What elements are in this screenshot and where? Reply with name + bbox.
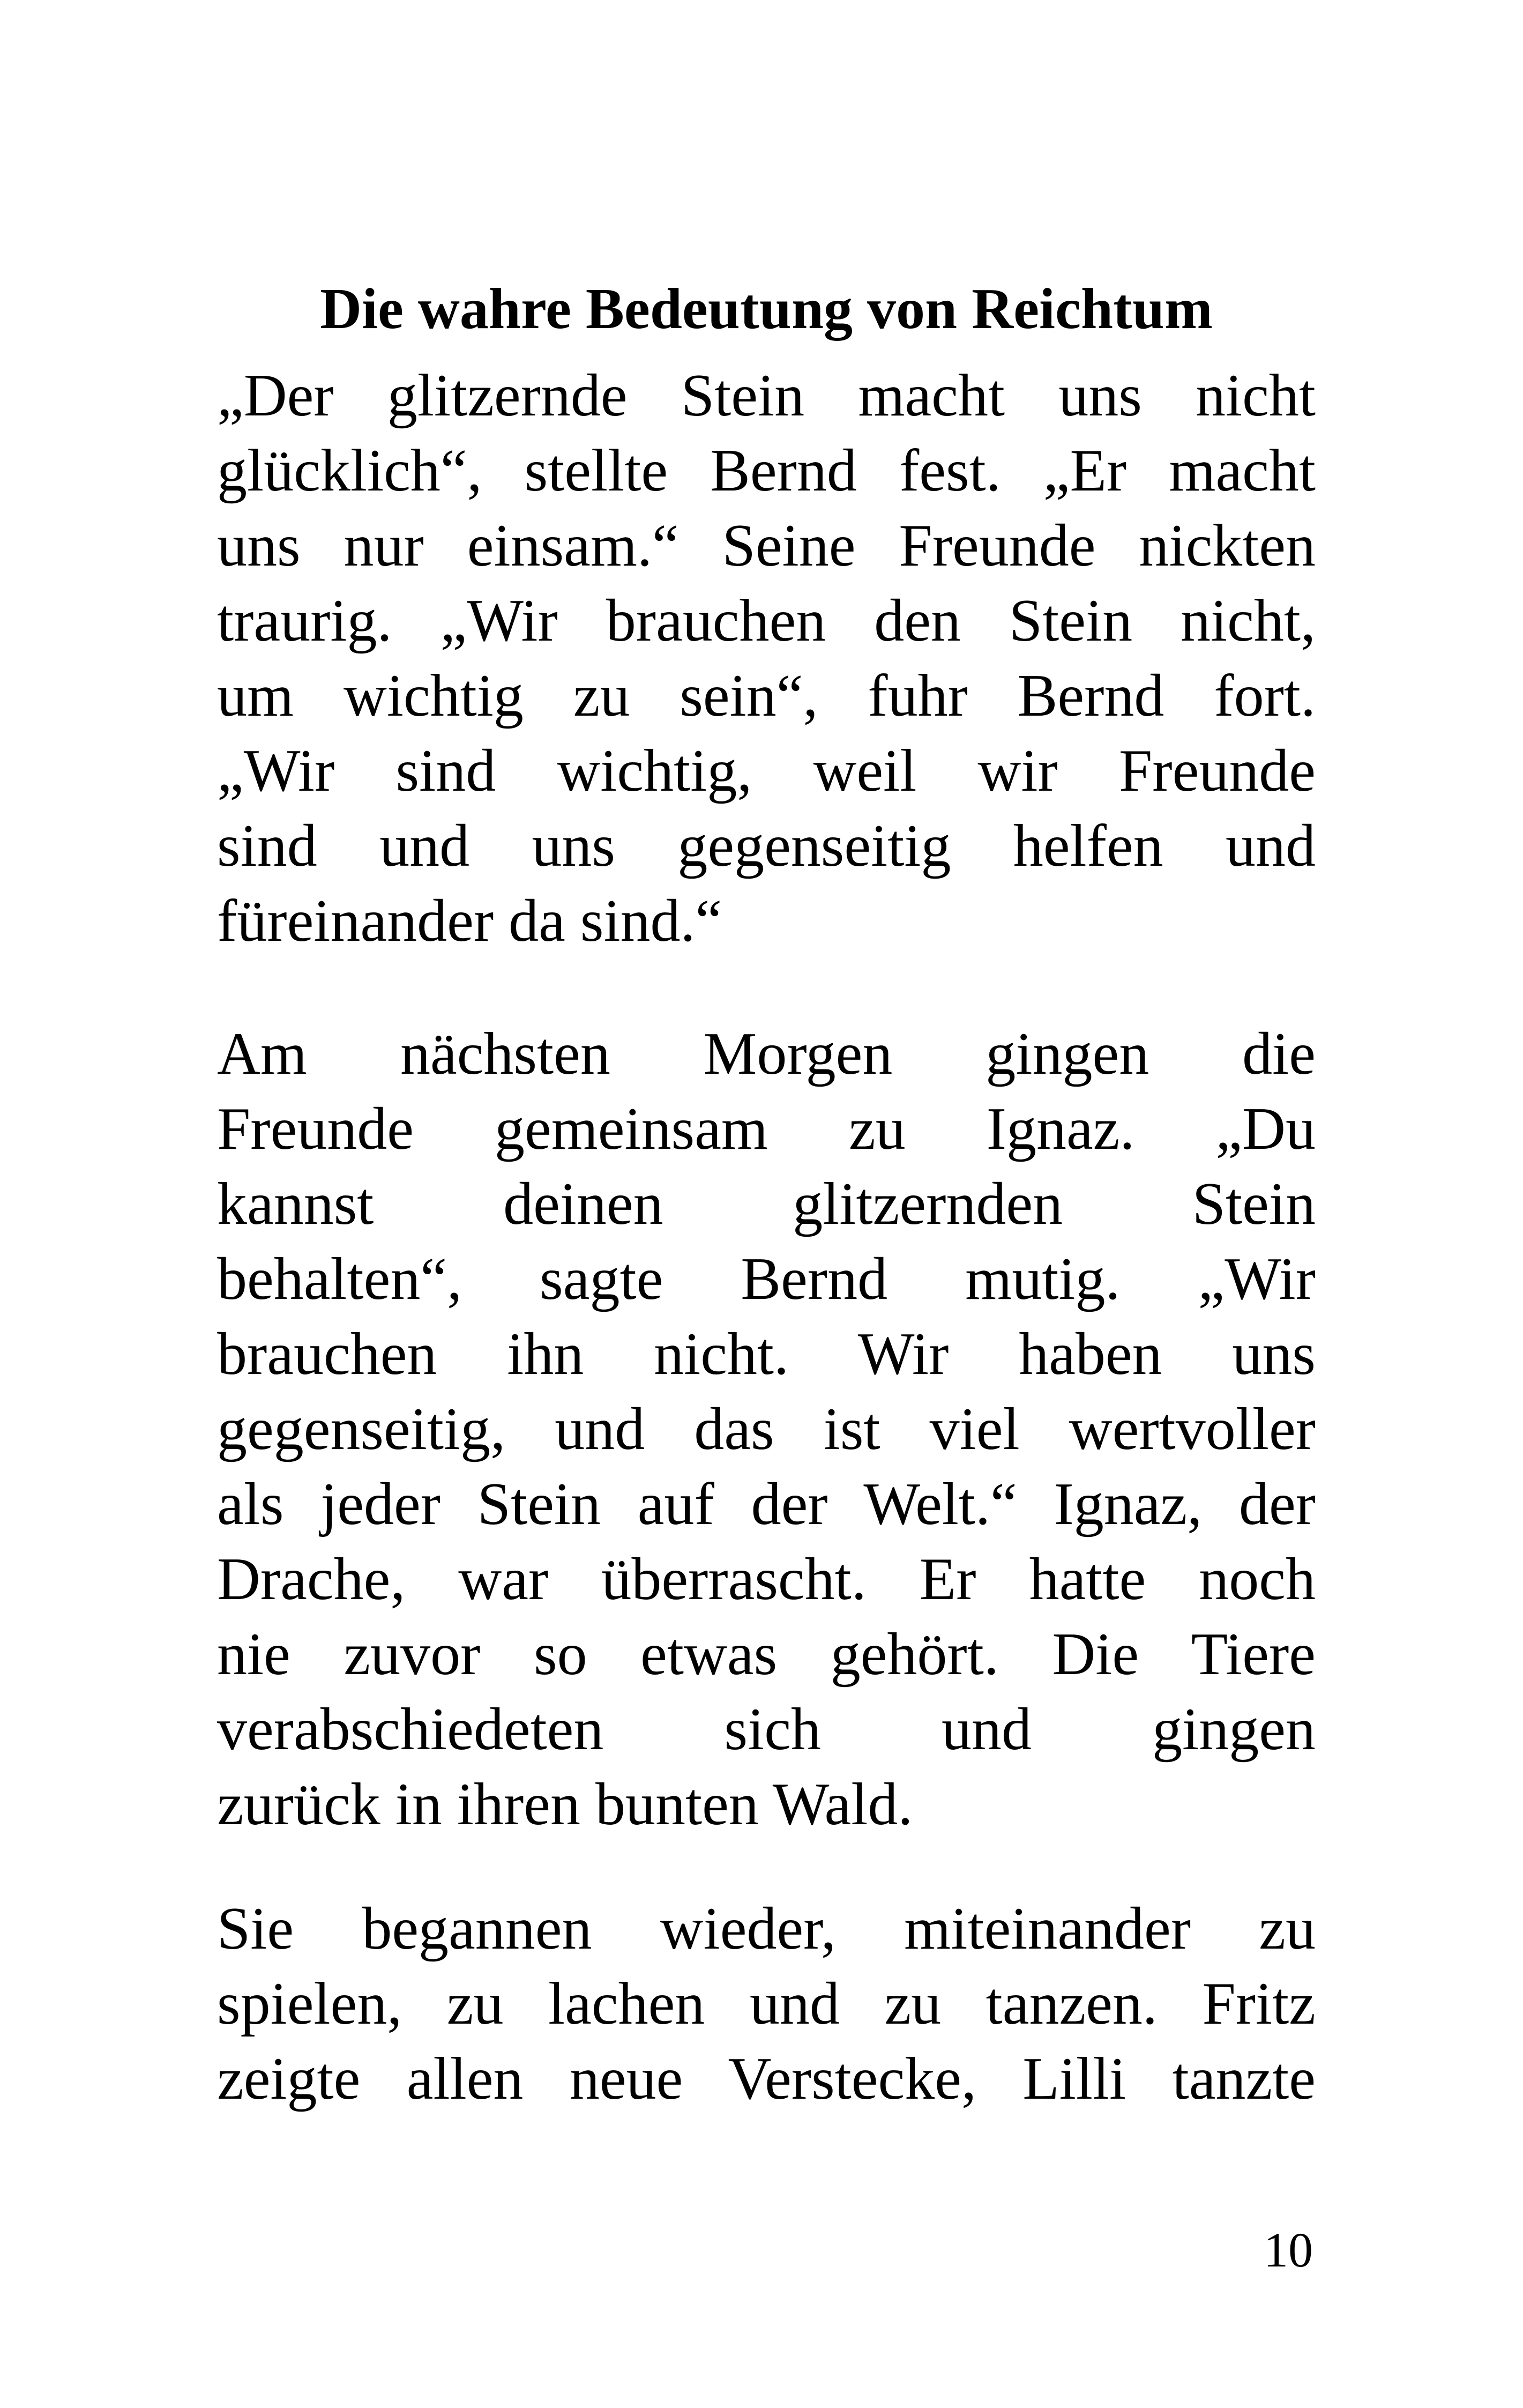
text-line: spielen, zu lachen und zu tanzen. Fritz [217, 1971, 1316, 2037]
text-line: füreinander da sind.“ [217, 888, 722, 954]
text-line: sind und uns gegenseitig helfen und [217, 813, 1316, 879]
text-line: Freunde gemeinsam zu Ignaz. „Du [217, 1096, 1316, 1162]
text-line: verabschiedeten sich und gingen [217, 1696, 1316, 1763]
text-line: zurück in ihren bunten Wald. [217, 1771, 913, 1838]
text-line: gegenseitig, und das ist viel wertvoller [217, 1396, 1316, 1462]
text-line: als jeder Stein auf der Welt.“ Ignaz, der [217, 1471, 1316, 1537]
text-line: um wichtig zu sein“, fuhr Bernd fort. [217, 663, 1316, 729]
text-line: behalten“, sagte Bernd mutig. „Wir [217, 1246, 1316, 1312]
text-line: Am nächsten Morgen gingen die [217, 1021, 1316, 1087]
page-number: 10 [1264, 2223, 1313, 2277]
text-line: nie zuvor so etwas gehört. Die Tiere [217, 1621, 1316, 1688]
text-line: brauchen ihn nicht. Wir haben uns [217, 1321, 1316, 1387]
text-line: „Wir sind wichtig, weil wir Freunde [217, 738, 1316, 804]
text-line: uns nur einsam.“ Seine Freunde nickten [217, 512, 1316, 579]
text-line: Drache, war überrascht. Er hatte noch [217, 1546, 1316, 1612]
text-line: Sie begannen wieder, miteinander zu [217, 1896, 1316, 1962]
paragraph-1 [217, 358, 1316, 958]
text-line: glücklich“, stellte Bernd fest. „Er macht [217, 437, 1316, 504]
text-line: traurig. „Wir brauchen den Stein nicht, [217, 588, 1316, 654]
paragraph-2 [217, 1016, 1316, 1842]
text-line: kannst deinen glitzernden Stein [217, 1171, 1316, 1237]
paragraph-3 [217, 1891, 1316, 2116]
text-line: zeigte allen neue Verstecke, Lilli tanzte [217, 2046, 1316, 2112]
page-title: Die wahre Bedeutung von Reichtum [319, 277, 1213, 341]
text-line: „Der glitzernde Stein macht uns nicht [217, 362, 1316, 429]
